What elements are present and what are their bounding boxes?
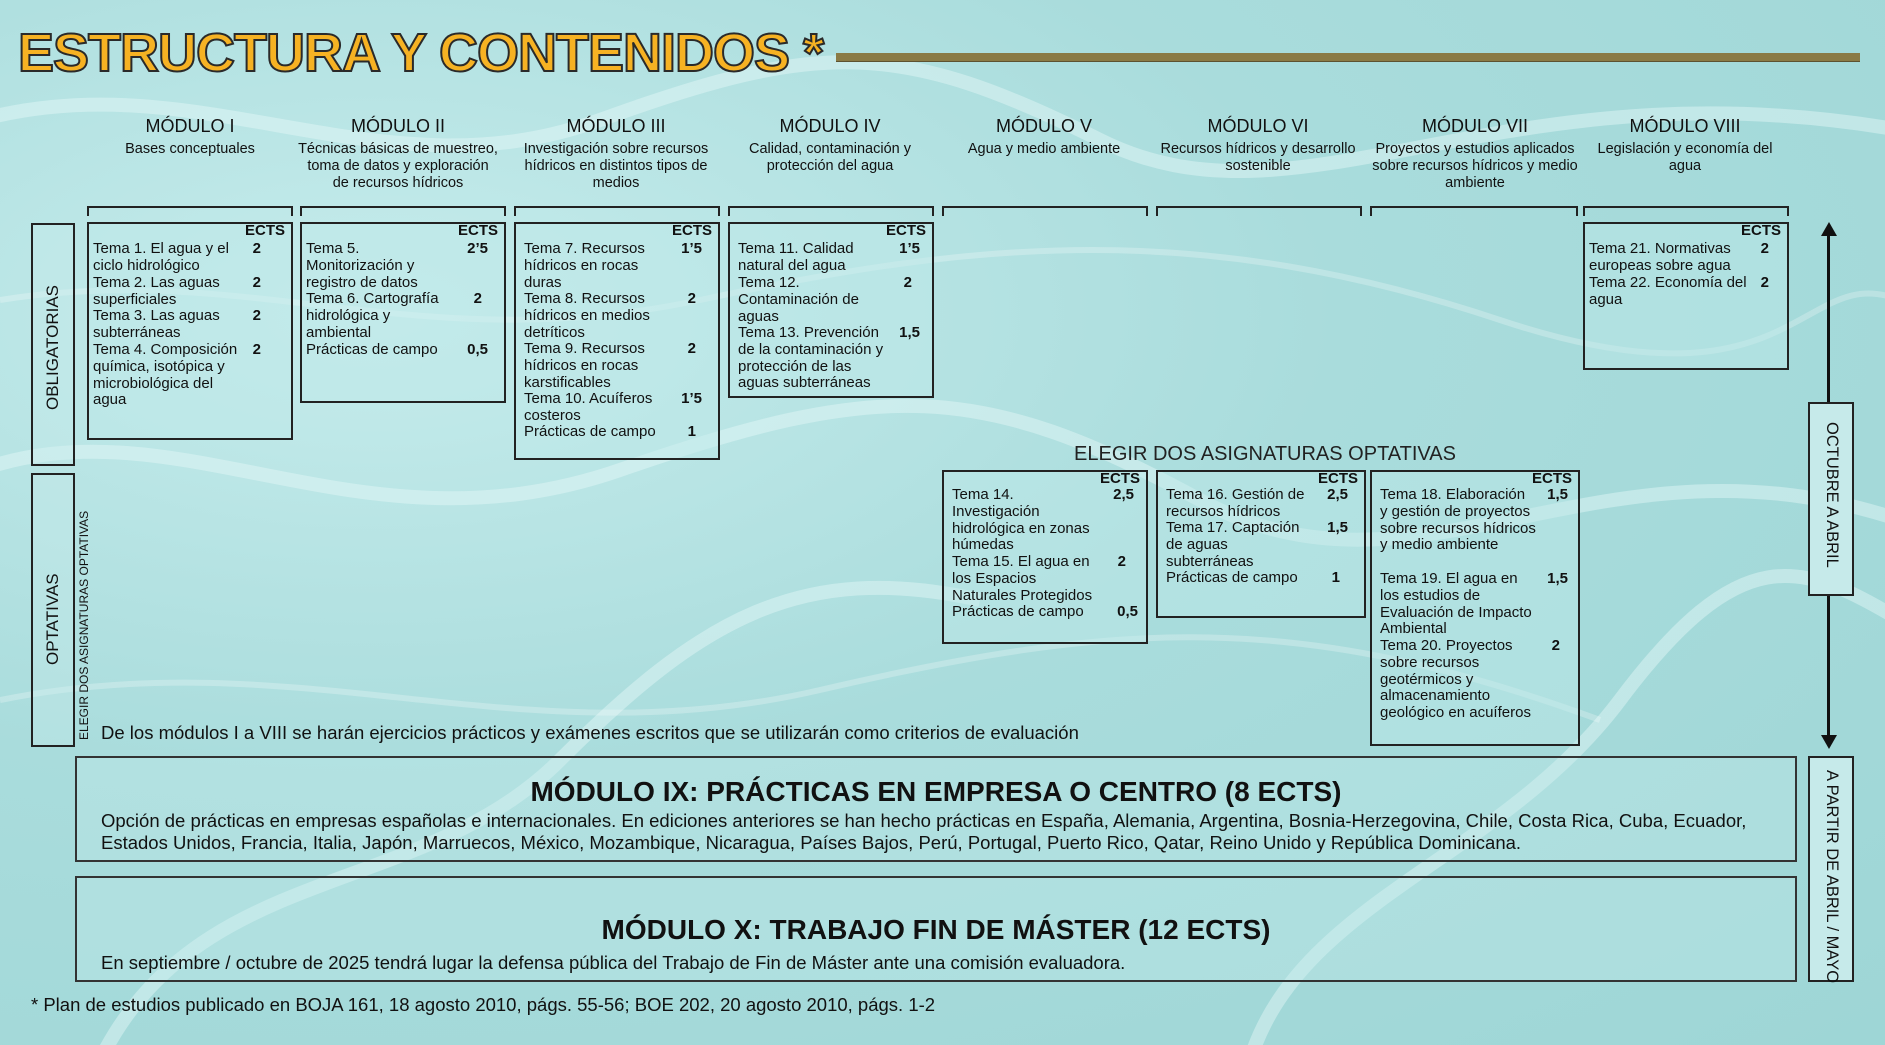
topic-item: Tema 13. Prevención de la contaminación y protección de las aguas subterráneas — [738, 324, 884, 392]
topic-item: Tema 22. Economía del agua — [1589, 274, 1747, 308]
module-header-vii — [1372, 116, 1578, 192]
module-x-title: MÓDULO X: TRABAJO FIN DE MÁSTER (12 ECTS) — [601, 914, 1271, 945]
module-iv-content — [728, 222, 934, 398]
evaluation-note: De los módulos I a VIII se harán ejercicios prácticos y exámenes escritos que se utilizarán como criterios de evaluación — [101, 722, 1079, 743]
topic-item: Prácticas de campo — [1166, 569, 1298, 586]
topic-ects: 0,5 — [1117, 603, 1138, 620]
module-bracket — [1156, 206, 1362, 216]
obligatorias-label-box — [31, 223, 75, 466]
module-vii-content — [1370, 470, 1580, 746]
module-v-content — [942, 470, 1148, 644]
topic-ects: 1’5 — [681, 390, 702, 407]
ects-header: ECTS — [457, 222, 498, 239]
module-name: MÓDULO II — [350, 116, 445, 136]
module-viii-content — [1583, 222, 1789, 370]
module-name: MÓDULO IV — [779, 116, 881, 136]
topic-item: Tema 12. Contaminación de aguas — [738, 274, 859, 325]
topic-ects: 2,5 — [1327, 486, 1348, 503]
footnote: * Plan de estudios publicado en BOJA 161, 18 agosto 2010, págs. 55-56; BOE 202, 20 agosto 2010, págs. 1-2 — [31, 994, 936, 1015]
octubre-abril-box — [1808, 402, 1854, 596]
topic-item: Prácticas de campo — [306, 341, 438, 358]
topic-ects: 2,5 — [1113, 486, 1134, 503]
module-header-iv — [730, 116, 930, 175]
module-name: MÓDULO VIII — [1629, 116, 1741, 136]
topic-ects: 1,5 — [899, 324, 920, 341]
topic-item: Tema 16. Gestión de recursos hídricos — [1166, 486, 1305, 520]
abril-mayo-box — [1808, 756, 1854, 982]
module-description: Calidad, contaminación y protección del agua — [748, 141, 911, 174]
module-bracket — [728, 206, 934, 216]
topic-item: Tema 11. Calidad natural del agua — [738, 240, 854, 274]
module-bracket — [87, 206, 293, 216]
module-description: Agua y medio ambiente — [967, 141, 1121, 157]
topic-item: Tema 4. Composición química, isotópica y microbiológica del agua — [93, 341, 238, 409]
ects-header: ECTS — [244, 222, 285, 239]
module-description: Recursos hídricos y desarrollo sostenible — [1160, 141, 1356, 174]
module-header-ii — [298, 116, 498, 192]
obligatorias-label: OBLIGATORIAS — [43, 284, 62, 410]
topic-ects: 2 — [252, 307, 261, 324]
elegir-optativas-heading: ELEGIR DOS ASIGNATURAS OPTATIVAS — [1074, 443, 1456, 465]
module-description: Proyectos y estudios aplicados sobre recursos hídricos y medio ambiente — [1372, 141, 1578, 191]
module-description: Legislación y economía del agua — [1597, 141, 1773, 174]
module-x-text: En septiembre / octubre de 2025 tendrá lugar la defensa pública del Trabajo de Fin de Máster ante una comisión evaluadora. — [101, 952, 1126, 973]
topic-ects: 2 — [252, 240, 261, 257]
elegir-vertical-label: ELEGIR DOS ASIGNATURAS OPTATIVAS — [77, 510, 91, 740]
module-vi-content — [1156, 470, 1366, 618]
topic-ects: 2 — [252, 341, 261, 358]
topic-item: Prácticas de campo — [952, 603, 1084, 620]
topic-ects: 1 — [1331, 569, 1340, 586]
octubre-abril-label: OCTUBRE A ABRIL — [1823, 422, 1841, 568]
ects-header: ECTS — [885, 222, 926, 239]
module-description: Investigación sobre recursos hídricos en distintos tipos de medios — [523, 141, 709, 191]
topic-ects: 2 — [252, 274, 261, 291]
ects-header: ECTS — [1099, 470, 1140, 487]
ects-header: ECTS — [671, 222, 712, 239]
topic-ects: 2 — [473, 290, 482, 307]
topic-ects: 2 — [1760, 240, 1769, 257]
topic-item: Tema 20. Proyectos sobre recursos geotérmicos y almacenamiento geológico en acuíferos — [1380, 637, 1531, 722]
topic-ects: 2 — [1760, 274, 1769, 291]
module-bracket — [300, 206, 506, 216]
module-header-iii — [512, 116, 720, 192]
topic-ects: 1’5 — [681, 240, 702, 257]
topic-item: Tema 1. El agua y el ciclo hidrológico — [93, 240, 229, 274]
topic-ects: 2 — [1551, 637, 1560, 654]
module-ix-title: MÓDULO IX: PRÁCTICAS EN EMPRESA O CENTRO (8 ECTS) — [530, 776, 1342, 807]
module-bracket — [1370, 206, 1578, 216]
optativas-label-box — [31, 473, 75, 747]
module-header-viii — [1585, 116, 1785, 175]
module-header-i — [90, 116, 290, 158]
topic-item: Tema 14. Investigación hidrológica en zonas húmedas — [952, 486, 1090, 554]
module-x-box — [75, 876, 1797, 982]
module-ix-text: Opción de prácticas en empresas españolas e internacionales. En ediciones anteriores se han hecho prácticas en España, Alemania, Argentina, Bosnia-Herzegovina, Chile, Costa Rica, Cuba, Ecuador, Estados Unidos, Francia, Italia, Japón, Marruecos, México, Mozambique, Nicaragua, Países Bajos, Perú, Portugal, Puerto Rico, Qatar, Reino Unido y República Dominicana. — [101, 810, 1747, 853]
abril-mayo-label: A PARTIR DE ABRIL / MAYO — [1823, 770, 1841, 984]
page-title: ESTRUCTURA Y CONTENIDOS * — [18, 23, 824, 83]
topic-item: Tema 9. Recursos hídricos en rocas karstificables — [524, 340, 645, 391]
ects-header: ECTS — [1531, 470, 1572, 487]
topic-ects: 1,5 — [1327, 519, 1348, 536]
topic-ects: 2 — [903, 274, 912, 291]
topic-item: Tema 17. Captación de aguas subterráneas — [1166, 519, 1300, 570]
module-iii-content — [514, 222, 720, 460]
ects-header: ECTS — [1740, 222, 1781, 239]
topic-ects: 2 — [687, 290, 696, 307]
title-rule — [836, 53, 1860, 62]
module-ii-content — [300, 222, 506, 403]
topic-item: Tema 18. Elaboración y gestión de proyectos sobre recursos hídricos y medio ambiente — [1380, 486, 1536, 554]
topic-ects: 1,5 — [1547, 486, 1568, 503]
module-name: MÓDULO III — [566, 116, 666, 136]
module-bracket — [942, 206, 1148, 216]
topic-ects: 1’5 — [899, 240, 920, 257]
module-description: Bases conceptuales — [125, 141, 255, 157]
module-name: MÓDULO VII — [1421, 116, 1528, 136]
module-ix-box — [75, 756, 1797, 862]
topic-ects: 2 — [687, 340, 696, 357]
topic-ects: 2’5 — [467, 240, 488, 257]
module-bracket — [514, 206, 720, 216]
topic-ects: 0,5 — [467, 341, 488, 358]
topic-item: Prácticas de campo — [524, 423, 656, 440]
module-name: MÓDULO V — [995, 116, 1092, 136]
topic-item: Tema 2. Las aguas superficiales — [93, 274, 220, 308]
topic-item: Tema 7. Recursos hídricos en rocas duras — [524, 240, 645, 291]
topic-item: Tema 21. Normativas europeas sobre agua — [1589, 240, 1731, 274]
topic-item: Tema 3. Las aguas subterráneas — [93, 307, 220, 341]
module-bracket — [1583, 206, 1789, 216]
topic-item: Tema 8. Recursos hídricos en medios detríticos — [524, 290, 650, 341]
topic-ects: 1 — [687, 423, 696, 440]
module-description: Técnicas básicas de muestreo, toma de datos y exploración de recursos hídricos — [298, 141, 498, 191]
topic-item: Tema 6. Cartografía hidrológica y ambiental — [306, 290, 439, 341]
topic-ects: 1,5 — [1547, 570, 1568, 587]
topic-item: Tema 19. El agua en los estudios de Evaluación de Impacto Ambiental — [1380, 570, 1532, 638]
optativas-label: OPTATIVAS — [43, 573, 62, 665]
arrow-down-icon — [1820, 735, 1838, 749]
module-name: MÓDULO I — [145, 116, 235, 136]
topic-item: Tema 10. Acuíferos costeros — [524, 390, 653, 424]
arrow-up-icon — [1820, 222, 1838, 236]
ects-header: ECTS — [1317, 470, 1358, 487]
topic-ects: 2 — [1117, 553, 1126, 570]
topic-item: Tema 15. El agua en los Espacios Naturales Protegidos — [952, 553, 1093, 604]
module-name: MÓDULO VI — [1207, 116, 1309, 136]
module-header-v — [944, 116, 1144, 158]
module-header-vi — [1158, 116, 1358, 175]
module-i-content — [87, 222, 293, 440]
topic-item: Tema 5. Monitorización y registro de datos — [306, 240, 418, 291]
